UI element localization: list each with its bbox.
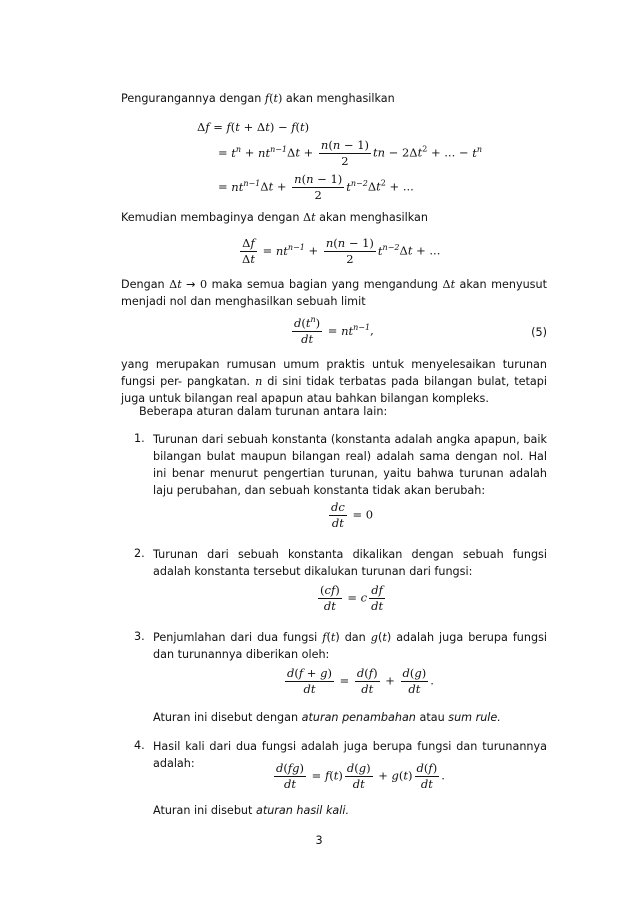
equation-quotient: $\frac{\Delta f}{\Delta t}$ = $nt^{n-1}$ + $\frac{n(n - 1)}{2}$ $t^{n-2}\Delta t$ + ... (242, 236, 441, 266)
text: adalah juga berupa fungsi dan turunannya diberikan oleh: (153, 631, 547, 661)
list-number-3: 3. (134, 630, 145, 643)
equation-delta-f-3: = $nt^{n-1}\Delta t$ + $\frac{n(n - 1)}{2}$ $t^{n-2}\Delta t^2$ + ... (218, 172, 414, 202)
emphasis: aturan hasil kali. (255, 804, 350, 817)
paragraph-3: Dengan Δt → 0 maka semua bagian yang mengandung Δt akan menyusut menjadi nol dan menghasilkan sebuah limit (121, 278, 547, 308)
text: Dengan (121, 278, 165, 291)
text: atau (419, 711, 445, 724)
text: maka semua bagian yang mengandung (211, 278, 439, 291)
equation-delta-f-2: = $t^n + nt^{n-1}\Delta t$ + $\frac{n(n - 1)}{2}$ tn − $2\Delta t^2$ + ... − $t^n$ (218, 138, 482, 168)
text: nol dan menghasilkan sebuah limit (169, 295, 366, 308)
equation-product-rule: $\frac{d(fg)}{dt}$ = f(t) $\frac{d(g)}{dt}$ + g(t) $\frac{d(f)}{dt}$ . (276, 761, 445, 791)
list-number-4: 4. (134, 739, 145, 752)
list-item-3-note (153, 710, 501, 726)
equation-constant-multiple: $\frac{(cf)}{dt}$ = c $\frac{df}{dt}$ (320, 583, 384, 613)
text: akan menghasilkan (285, 92, 395, 105)
list-item-4-note (153, 803, 349, 819)
text: real apapun atau bahkan bilangan kompleks. (236, 392, 489, 405)
text: Penjumlahan dari dua fungsi (153, 631, 318, 644)
text: Kemudian membaginya dengan (121, 211, 300, 224)
list-item-2-text: Turunan dari sebuah konstanta dikalikan dengan sebuah fungsi adalah konstanta tersebut dikalukan turunan dari fungsi: (153, 548, 547, 578)
page-number: 3 (315, 834, 323, 847)
list-item-3-text: Penjumlahan dari dua fungsi f(t) dan g(t) adalah juga berupa fungsi dan turunannya diberikan oleh: (153, 631, 547, 661)
list-number-2: 2. (134, 547, 145, 560)
list-item-1-text: Turunan dari sebuah konstanta (konstanta adalah angka apapun, baik bilangan bulat maupun bilangan real) adalah sama dengan nol. Hal ini benar menurut pengertian turunan, yaitu bahwa turunan adalah laju perubahan, dan sebuah konstanta tidak akan berubah: (153, 433, 547, 497)
text: yang merupakan rumusan umum praktis untuk menyelesaikan turunan fungsi per- (121, 358, 547, 388)
paragraph-2: Kemudian membaginya dengan Δt akan menghasilkan (121, 211, 429, 224)
equation-constant: $\frac{dc}{dt}$ = 0 (331, 500, 374, 530)
text: Aturan ini disebut (153, 804, 253, 817)
equation-delta-f-1: Δf = f(t + Δt) − f(t) (197, 120, 310, 134)
text: dan (344, 631, 366, 644)
list-number-1: 1. (134, 432, 145, 445)
emphasis: sum rule. (448, 711, 501, 724)
paragraph-5: Beberapa aturan dalam turunan antara lain: (139, 405, 388, 418)
text: akan menghasilkan (319, 211, 429, 224)
equation-limit: $\frac{d(t^n)}{dt}$ = $nt^{n-1}$, (294, 315, 374, 346)
paragraph-1: Pengurangannya dengan f(t) akan menghasilkan (121, 92, 395, 105)
text: di sini tidak terbatas pada bilangan bulat, tetapi juga untuk bilangan (121, 375, 547, 405)
equation-sum-rule: $\frac{d(f + g)}{dt}$ = $\frac{d(f)}{dt}$ + $\frac{d(g)}{dt}$ . (287, 666, 434, 696)
text: Pengurangannya dengan (121, 92, 262, 105)
text: pangkatan. (186, 375, 251, 388)
text: akan menyusut menjadi (121, 278, 547, 308)
paragraph-4: yang merupakan rumusan umum praktis untuk menyelesaikan turunan fungsi per- pangkatan. n di sini tidak terbatas pada bilangan bulat, tetapi juga untuk bilangan real apapun atau bahkan bilangan kompleks. (121, 358, 547, 405)
text: Aturan ini disebut dengan (153, 711, 299, 724)
equation-number: (5) (531, 326, 547, 339)
list-item-4-text: Hasil kali dari dua fungsi adalah juga berupa fungsi dan turunannya adalah: (153, 740, 547, 770)
emphasis: aturan penambahan (301, 711, 416, 724)
